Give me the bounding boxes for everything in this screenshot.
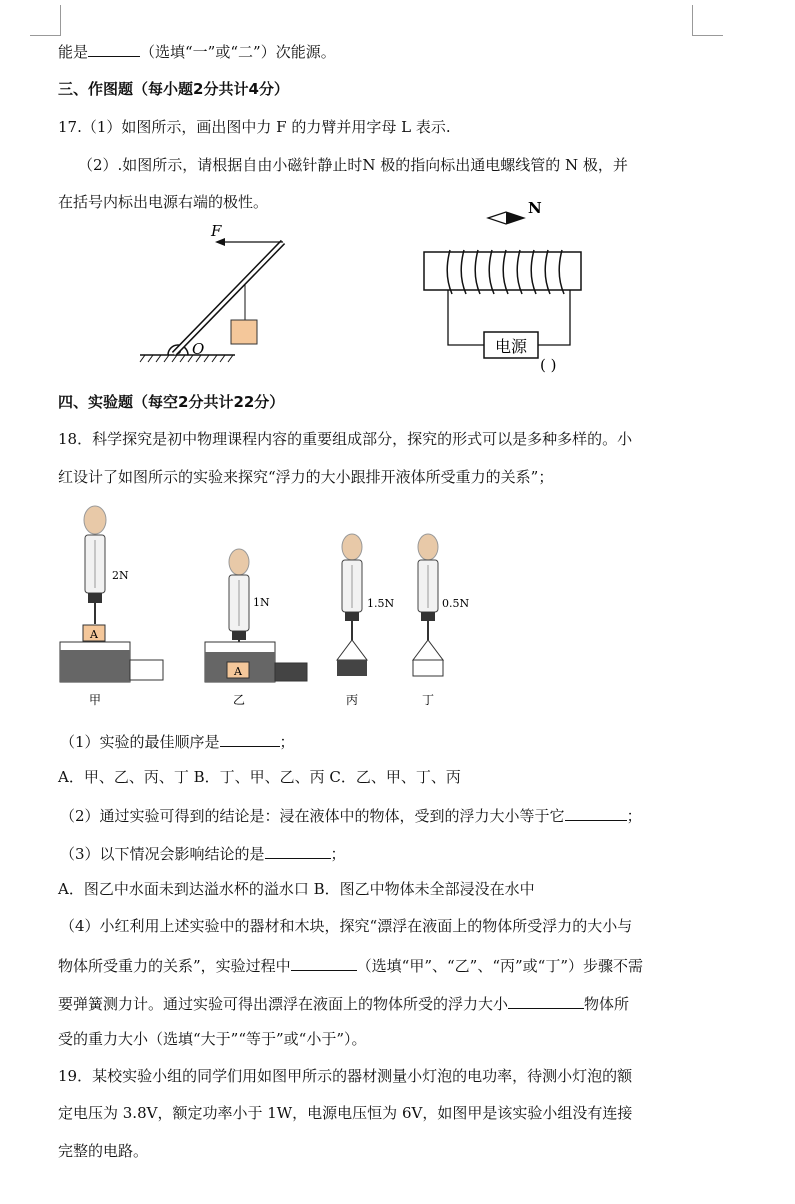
page-corner-mark [30,5,61,36]
question-18-1 [60,730,295,752]
solenoid-figure [420,200,590,375]
answer-blank[interactable] [565,804,627,821]
question-17-2-cont: 在括号内标出电源右端的极性。 [58,193,269,211]
text: 物体所受重力的关系”，实验过程中 [58,957,291,975]
power-source-label: 电源 [494,337,528,356]
page-corner-mark [692,5,723,36]
reading-jia: 2N [112,569,129,582]
question-17-2: （2）.如图所示，请根据自由小磁针静止时N 极的指向标出通电螺线管的 N 极，并 [78,156,628,174]
block-a-label: A [90,628,98,641]
text: 要弹簧测力计。通过实验可得出漂浮在液面上的物体所受的浮力大小 [58,995,509,1013]
text: （选填“甲”、“乙”、“丙”或“丁”）步骤不需 [356,957,644,975]
question-18: 18．科学探究是初中物理课程内容的重要组成部分，探究的形式可以是多种多样的。小 [58,430,633,448]
text: （选填“一”或“二”）次能源。 [140,43,336,61]
question-18-4-cont [58,954,643,976]
question-18-4-cont: 受的重力大小（选填“大于”“等于”或“小于”）。 [58,1030,367,1048]
question-18-4: （4）小红利用上述实验中的器材和木块，探究“漂浮在液面上的物体所受浮力的大小与 [60,917,633,935]
caption-ding: 丁 [421,693,435,707]
answer-blank[interactable] [265,842,331,859]
text: （3）以下情况会影响结论的是 [60,845,265,863]
step-ding [413,534,469,707]
caption-jia: 甲 [88,693,102,707]
answer-blank[interactable] [88,40,140,57]
answer-blank[interactable] [220,730,280,747]
question-18-cont: 红设计了如图所示的实验来探究“浮力的大小跟排开液体所受重力的关系”； [58,468,554,486]
question-18-2 [60,804,642,826]
step-bing [337,534,394,707]
text: 能是 [58,43,89,61]
needle-n-label: N [528,200,542,217]
text: （2）通过实验可得到的结论是：浸在液体中的物体，受到的浮力大小等于它 [60,807,565,825]
polarity-bracket[interactable]: ( ) [540,356,557,374]
step-yi [205,549,307,707]
question-18-4-cont [58,992,629,1014]
reading-ding: 0.5N [442,597,470,610]
text: ； [330,845,346,863]
pivot-label: O [192,340,205,358]
question-17-1: 17.（1）如图所示，画出图中力 F 的力臂并用字母 L 表示. [58,118,451,136]
buoyancy-experiment-figure [55,500,495,715]
text: （1）实验的最佳顺序是 [60,733,220,751]
force-label: F [211,222,222,240]
caption-bing: 丙 [345,693,359,707]
answer-blank[interactable] [291,954,357,971]
answer-blank[interactable] [508,992,584,1009]
question-18-3 [60,842,346,864]
reading-bing: 1.5N [367,597,395,610]
step-jia [60,506,163,707]
question-19-cont: 完整的电路。 [58,1142,149,1160]
lever-figure [135,220,305,370]
text: ； [279,733,295,751]
question-19: 19．某校实验小组的同学们用如图甲所示的器材测量小灯泡的电功率，待测小灯泡的额 [58,1067,633,1085]
question-18-1-options: A．甲、乙、丙、丁 B．丁、甲、乙、丙 C．乙、甲、丁、丙 [58,768,461,786]
text: ； [626,807,642,825]
reading-yi: 1N [253,596,270,609]
text: 物体所 [584,995,630,1013]
question-19-cont: 定电压为 3.8V，额定功率小于 1W，电源电压恒为 6V，如图甲是该实验小组没有连接 [58,1104,633,1122]
text-line [58,40,336,62]
section-heading: 四、实验题（每空2分共计22分） [58,393,285,411]
question-18-3-options: A．图乙中水面未到达溢水杯的溢水口 B．图乙中物体未全部浸没在水中 [58,880,535,898]
caption-yi: 乙 [232,693,246,707]
block-a-label: A [234,665,242,678]
section-heading: 三、作图题（每小题2分共计4分） [58,80,289,98]
